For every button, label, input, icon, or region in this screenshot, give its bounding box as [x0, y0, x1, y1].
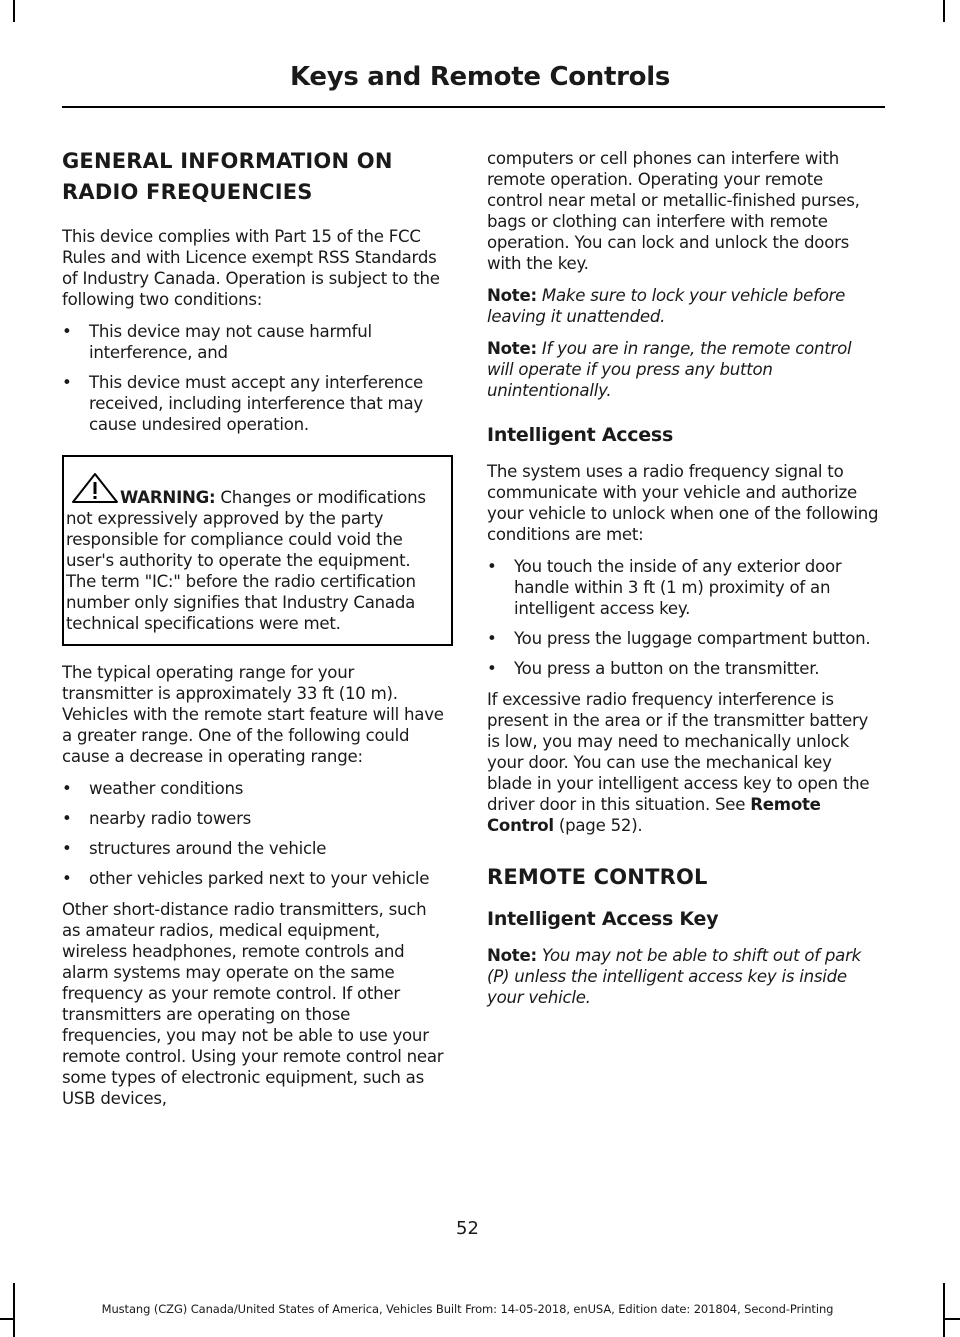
- list-item: • nearby radio towers: [62, 808, 446, 829]
- subheading-intelligent-access-key: Intelligent Access Key: [487, 908, 719, 930]
- note-text: You may not be able to shift out of park (P) unless the intelligent access key is inside your vehicle.: [487, 946, 862, 1007]
- warning-triangle-icon: [69, 471, 121, 505]
- note-in-range: [487, 338, 879, 401]
- page-number: 52: [456, 1218, 479, 1239]
- crop-mark-top-right: [943, 0, 945, 22]
- note-lock-vehicle: [487, 285, 879, 327]
- interference-text: If excessive radio frequency interference is present in the area or if the transmitter battery is low, you may need to mechanically unlock your door. You can use the mechanical key blade in your intelligent access key to open the driver door in this situation. See: [487, 690, 870, 814]
- list-item: • This device may not cause harmful interference, and: [62, 321, 446, 363]
- list-item: • You press the luggage compartment button.: [487, 628, 879, 649]
- page-header-title: Keys and Remote Controls: [290, 62, 670, 92]
- right-column: [487, 148, 879, 1019]
- left-column: [62, 146, 446, 1120]
- range-factors-list: [62, 778, 446, 889]
- warning-label: WARNING:: [120, 488, 216, 507]
- list-item: • You press a button on the transmitter.: [487, 658, 879, 679]
- crop-mark-bottom-right: [943, 1283, 945, 1337]
- list-item: • You touch the inside of any exterior door handle within 3 ft (1 m) proximity of an intelligent access key.: [487, 556, 879, 619]
- xref-page: (page 52).: [553, 816, 643, 835]
- list-item: • other vehicles parked next to your vehicle: [62, 868, 446, 889]
- subheading-intelligent-access: Intelligent Access: [487, 424, 674, 446]
- crop-mark-bottom-left-h: [0, 1318, 14, 1320]
- note-text: If you are in range, the remote control will operate if you press any button unintentionally.: [487, 339, 852, 400]
- document-footer: Mustang (CZG) Canada/United States of America, Vehicles Built From: 14-05-2018, enUSA, Edition date: 201804, Second-Printing: [101, 1302, 834, 1316]
- intelligent-access-paragraph: The system uses a radio frequency signal to communicate with your vehicle and authorize your vehicle to unlock when one of the following conditions are met:: [487, 462, 879, 544]
- section-heading-radio-frequencies: GENERAL INFORMATION ON RADIO FREQUENCIES: [62, 149, 393, 204]
- list-item: • structures around the vehicle: [62, 838, 446, 859]
- note-label: Note:: [487, 286, 537, 305]
- list-item: • weather conditions: [62, 778, 446, 799]
- warning-text: [64, 487, 445, 634]
- note-label: Note:: [487, 339, 537, 358]
- conditions-list: [62, 321, 446, 435]
- header-divider: [62, 106, 885, 108]
- warning-box: [62, 455, 453, 646]
- other-transmitters-paragraph: Other short-distance radio transmitters, such as amateur radios, medical equipment, wireless headphones, remote controls and alarm systems may operate on the same frequency as your remote control. If other transmitters are operating on those frequencies, you may not be able to use your remote control. Using your remote control near some types of electronic equipment, such as USB devices,: [62, 900, 444, 1108]
- list-item: • This device must accept any interference received, including interference that may cause undesired operation.: [62, 372, 446, 435]
- warning-body: Changes or modifications not expressively approved by the party responsible for compliance could void the user's authority to operate the equipment. The term "IC:" before the radio certification number only signifies that Industry Canada technical specifications were met.: [66, 488, 426, 633]
- interference-paragraph: [487, 689, 879, 836]
- note-shift-out-of-park: [487, 945, 879, 1008]
- remote-control-xref-link[interactable]: Remote Control: [487, 795, 821, 835]
- note-text: Make sure to lock your vehicle before leaving it unattended.: [487, 286, 846, 326]
- compliance-paragraph: This device complies with Part 15 of the FCC Rules and with Licence exempt RSS Standards of Industry Canada. Operation is subject to the following two conditions:: [62, 227, 440, 309]
- operating-range-paragraph: The typical operating range for your transmitter is approximately 33 ft (10 m). Vehicles with the remote start feature will have a greater range. One of the following could cause a decrease in operating range:: [62, 663, 444, 766]
- continued-paragraph: computers or cell phones can interfere with remote operation. Operating your remote control near metal or metallic-finished purses, bags or clothing can interfere with remote operation. You can lock and unlock the doors with the key.: [487, 149, 860, 273]
- crop-mark-top-left: [13, 0, 15, 22]
- section-heading-remote-control: REMOTE CONTROL: [487, 865, 708, 889]
- intelligent-access-conditions: [487, 556, 879, 679]
- crop-mark-bottom-right-h: [944, 1318, 960, 1320]
- note-label: Note:: [487, 946, 537, 965]
